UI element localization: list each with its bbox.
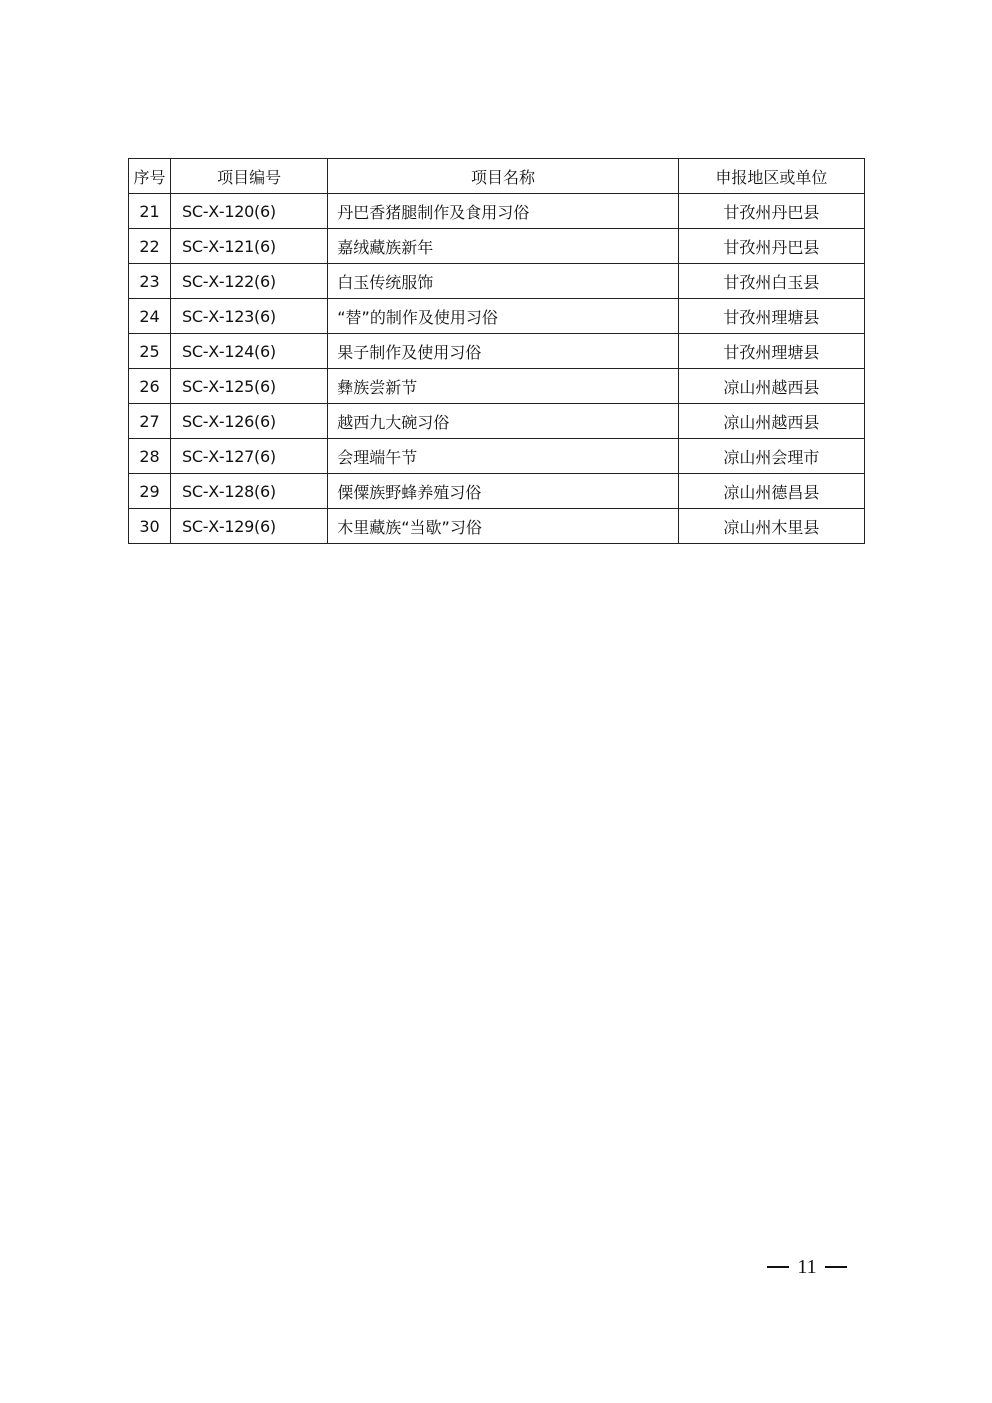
cell-seq: 27: [129, 404, 171, 439]
table-row: [129, 509, 865, 544]
cell-region: 凉山州木里县: [678, 509, 864, 544]
table-row: [129, 264, 865, 299]
cell-code: SC-Ⅹ-126(6): [171, 404, 328, 439]
cell-region: 凉山州越西县: [678, 369, 864, 404]
cell-name: 越西九大碗习俗: [328, 404, 678, 439]
table-header: [129, 159, 865, 194]
cell-region: 甘孜州丹巴县: [678, 229, 864, 264]
table-row: [129, 299, 865, 334]
table-row: [129, 404, 865, 439]
table-header-row: [129, 159, 865, 194]
cell-name: 白玉传统服饰: [328, 264, 678, 299]
cell-name: 丹巴香猪腿制作及食用习俗: [328, 194, 678, 229]
cell-seq: 21: [129, 194, 171, 229]
cell-name: 木里藏族“当歇”习俗: [328, 509, 678, 544]
cell-region: 甘孜州理塘县: [678, 299, 864, 334]
cell-name: 彝族尝新节: [328, 369, 678, 404]
cell-seq: 25: [129, 334, 171, 369]
cell-region: 凉山州会理市: [678, 439, 864, 474]
cell-code: SC-Ⅹ-124(6): [171, 334, 328, 369]
table-row: [129, 229, 865, 264]
cell-region: 甘孜州丹巴县: [678, 194, 864, 229]
cell-seq: 24: [129, 299, 171, 334]
cell-code: SC-Ⅹ-122(6): [171, 264, 328, 299]
heritage-project-table: [128, 158, 865, 544]
header-name: 项目名称: [328, 159, 678, 194]
header-region: 申报地区或单位: [678, 159, 864, 194]
header-code: 项目编号: [171, 159, 328, 194]
table-row: [129, 194, 865, 229]
table-row: [129, 334, 865, 369]
page-number-left-dash: [767, 1266, 789, 1268]
cell-code: SC-Ⅹ-120(6): [171, 194, 328, 229]
cell-code: SC-Ⅹ-121(6): [171, 229, 328, 264]
cell-region: 凉山州德昌县: [678, 474, 864, 509]
cell-name: 会理端午节: [328, 439, 678, 474]
cell-region: 甘孜州白玉县: [678, 264, 864, 299]
cell-code: SC-Ⅹ-127(6): [171, 439, 328, 474]
cell-name: 傈僳族野蜂养殖习俗: [328, 474, 678, 509]
page-number-value: 11: [797, 1255, 817, 1278]
cell-name: 果子制作及使用习俗: [328, 334, 678, 369]
header-seq: 序号: [129, 159, 171, 194]
cell-seq: 28: [129, 439, 171, 474]
cell-region: 甘孜州理塘县: [678, 334, 864, 369]
cell-code: SC-Ⅹ-128(6): [171, 474, 328, 509]
cell-seq: 22: [129, 229, 171, 264]
table-body: [129, 194, 865, 544]
cell-region: 凉山州越西县: [678, 404, 864, 439]
page-number-right-dash: [825, 1266, 847, 1268]
table-row: [129, 474, 865, 509]
cell-seq: 29: [129, 474, 171, 509]
cell-seq: 30: [129, 509, 171, 544]
cell-code: SC-Ⅹ-129(6): [171, 509, 328, 544]
page-number: [760, 1252, 854, 1282]
cell-name: 嘉绒藏族新年: [328, 229, 678, 264]
cell-seq: 26: [129, 369, 171, 404]
cell-seq: 23: [129, 264, 171, 299]
cell-name: “替”的制作及使用习俗: [328, 299, 678, 334]
table-row: [129, 439, 865, 474]
cell-code: SC-Ⅹ-125(6): [171, 369, 328, 404]
cell-code: SC-Ⅹ-123(6): [171, 299, 328, 334]
table-row: [129, 369, 865, 404]
